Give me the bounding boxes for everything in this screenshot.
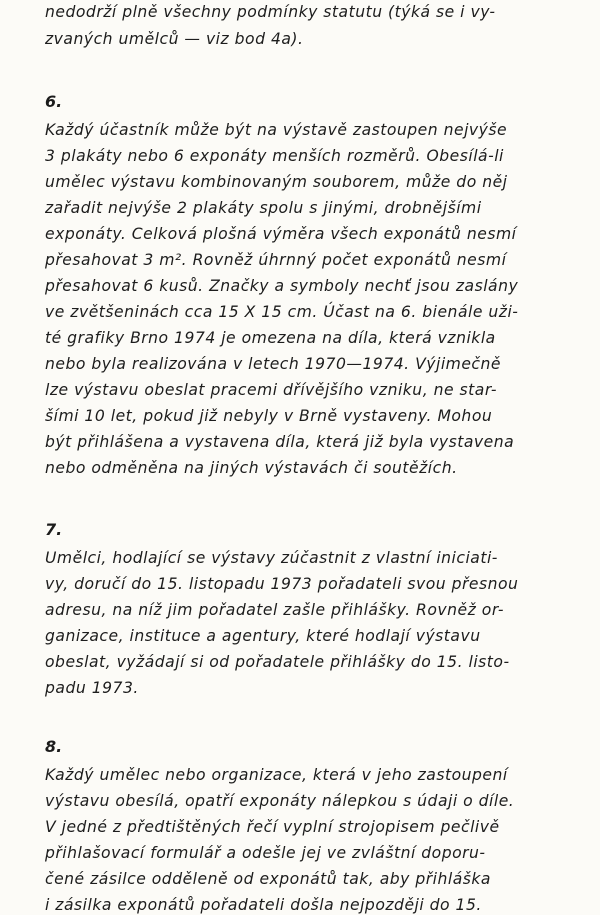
text-line: adresu, na níž jim pořadatel zašle přihlášky. Rovněž or- <box>45 601 504 619</box>
text-line: obeslat, vyžádají si od pořadatele přihlášky do 15. listo- <box>45 653 510 671</box>
text-line: Každý umělec nebo organizace, která v jeho zastoupení <box>45 766 508 784</box>
text-line: ganizace, instituce a agentury, které hodlají výstavu <box>45 627 481 645</box>
text-line: padu 1973. <box>45 679 139 697</box>
text-line: V jedné z předtištěných řečí vyplní strojopisem pečlivě <box>45 818 500 836</box>
text-line: Každý účastník může být na výstavě zastoupen nejvýše <box>45 121 508 139</box>
text-line: nebo byla realizována v letech 1970—1974. Výjimečně <box>45 355 501 373</box>
text-line: Umělci, hodlající se výstavy zúčastnit z vlastní iniciati- <box>45 549 498 567</box>
section-number: 8. <box>45 737 63 756</box>
text-line: zvaných umělců — viz bod 4a). <box>45 30 304 48</box>
text-line: vy, doručí do 15. listopadu 1973 pořadateli svou přesnou <box>45 575 519 593</box>
text-line: té grafiky Brno 1974 je omezena na díla, která vznikla <box>45 329 496 347</box>
text-line: přesahovat 3 m². Rovněž úhrnný počet exponátů nesmí <box>45 251 507 269</box>
text-line: i zásilka exponátů pořadateli došla nejpozději do 15. <box>45 896 482 914</box>
text-line: ve zvětšeninách cca 15 X 15 cm. Účast na 6. bienále uži- <box>45 303 519 321</box>
text-line: být přihlášena a vystavena díla, která již byla vystavena <box>45 433 515 451</box>
text-line: nebo odměněna na jiných výstavách či soutěžích. <box>45 459 458 477</box>
text-line: čené zásilce odděleně od exponátů tak, aby přihláška <box>45 870 491 888</box>
text-line: 3 plakáty nebo 6 exponáty menších rozměrů. Obesílá-li <box>45 147 504 165</box>
text-line: lze výstavu obeslat pracemi dřívějšího vzniku, ne star- <box>45 381 498 399</box>
section-number: 6. <box>45 92 63 111</box>
text-line: přihlašovací formulář a odešle jej ve zvláštní doporu- <box>45 844 486 862</box>
text-line: exponáty. Celková plošná výměra všech exponátů nesmí <box>45 225 517 243</box>
text-line: šími 10 let, pokud již nebyly v Brně vystaveny. Mohou <box>45 407 493 425</box>
text-line: zařadit nejvýše 2 plakáty spolu s jinými, drobnějšími <box>45 199 482 217</box>
text-line: umělec výstavu kombinovaným souborem, může do něj <box>45 173 508 191</box>
text-line: nedodrží plně všechny podmínky statutu (týká se i vy- <box>45 3 496 21</box>
text-line: výstavu obesílá, opatří exponáty nálepkou s údaji o díle. <box>45 792 515 810</box>
section-number: 7. <box>45 520 63 539</box>
text-line: přesahovat 6 kusů. Značky a symboly nechť jsou zaslány <box>45 277 519 295</box>
